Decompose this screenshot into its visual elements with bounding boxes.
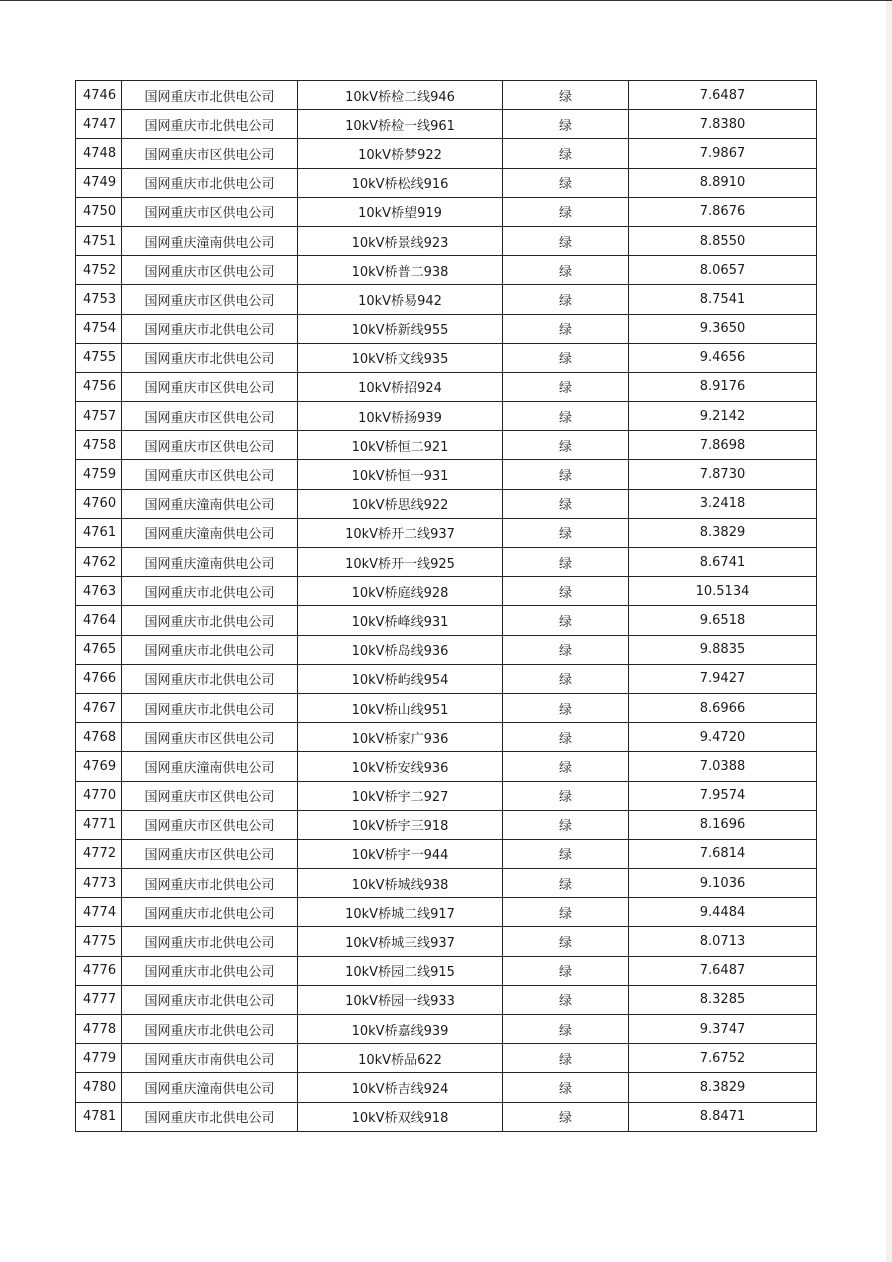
feeder-line-cell: 10kV桥文线935	[298, 343, 503, 372]
row-number-cell: 4749	[76, 168, 122, 197]
row-number-cell: 4773	[76, 869, 122, 898]
row-number-cell: 4774	[76, 898, 122, 927]
row-number-cell: 4763	[76, 577, 122, 606]
feeder-line-cell: 10kV桥景线923	[298, 226, 503, 255]
table-row	[76, 1073, 817, 1102]
company-cell: 国网重庆市北供电公司	[122, 314, 298, 343]
value-cell: 9.1036	[629, 869, 817, 898]
table-row	[76, 839, 817, 868]
row-number-cell: 4781	[76, 1102, 122, 1131]
row-number-cell: 4754	[76, 314, 122, 343]
table-row	[76, 197, 817, 226]
company-cell: 国网重庆市北供电公司	[122, 577, 298, 606]
table-row	[76, 489, 817, 518]
feeder-line-cell: 10kV桥家广936	[298, 723, 503, 752]
value-cell: 8.6741	[629, 548, 817, 577]
company-cell: 国网重庆市北供电公司	[122, 343, 298, 372]
feeder-line-cell: 10kV桥望919	[298, 197, 503, 226]
feeder-line-cell: 10kV桥山线951	[298, 693, 503, 722]
row-number-cell: 4760	[76, 489, 122, 518]
value-cell: 9.4720	[629, 723, 817, 752]
feeder-line-cell: 10kV桥思线922	[298, 489, 503, 518]
row-number-cell: 4768	[76, 723, 122, 752]
value-cell: 7.8698	[629, 431, 817, 460]
company-cell: 国网重庆市北供电公司	[122, 869, 298, 898]
status-cell: 绿	[503, 256, 629, 285]
feeder-line-cell: 10kV桥检一线961	[298, 110, 503, 139]
table-row	[76, 1015, 817, 1044]
row-number-cell: 4780	[76, 1073, 122, 1102]
company-cell: 国网重庆市区供电公司	[122, 402, 298, 431]
status-cell: 绿	[503, 606, 629, 635]
company-cell: 国网重庆市南供电公司	[122, 1044, 298, 1073]
feeder-line-cell: 10kV桥城二线917	[298, 898, 503, 927]
company-cell: 国网重庆市北供电公司	[122, 985, 298, 1014]
table-row	[76, 460, 817, 489]
row-number-cell: 4775	[76, 927, 122, 956]
company-cell: 国网重庆市北供电公司	[122, 635, 298, 664]
status-cell: 绿	[503, 489, 629, 518]
row-number-cell: 4747	[76, 110, 122, 139]
feeder-line-cell: 10kV桥招924	[298, 372, 503, 401]
status-cell: 绿	[503, 635, 629, 664]
feeder-table	[75, 80, 817, 1132]
status-cell: 绿	[503, 343, 629, 372]
feeder-line-cell: 10kV桥吉线924	[298, 1073, 503, 1102]
value-cell: 8.3829	[629, 518, 817, 547]
table-row	[76, 985, 817, 1014]
row-number-cell: 4772	[76, 839, 122, 868]
status-cell: 绿	[503, 285, 629, 314]
value-cell: 7.6752	[629, 1044, 817, 1073]
row-number-cell: 4752	[76, 256, 122, 285]
value-cell: 9.4484	[629, 898, 817, 927]
status-cell: 绿	[503, 1102, 629, 1131]
table-row	[76, 664, 817, 693]
table-row	[76, 139, 817, 168]
status-cell: 绿	[503, 1073, 629, 1102]
table-row	[76, 752, 817, 781]
status-cell: 绿	[503, 664, 629, 693]
feeder-line-cell: 10kV桥梦922	[298, 139, 503, 168]
status-cell: 绿	[503, 460, 629, 489]
company-cell: 国网重庆市区供电公司	[122, 372, 298, 401]
feeder-line-cell: 10kV桥开一线925	[298, 548, 503, 577]
row-number-cell: 4777	[76, 985, 122, 1014]
company-cell: 国网重庆市北供电公司	[122, 927, 298, 956]
status-cell: 绿	[503, 372, 629, 401]
value-cell: 8.1696	[629, 810, 817, 839]
table-row	[76, 256, 817, 285]
feeder-line-cell: 10kV桥开二线937	[298, 518, 503, 547]
value-cell: 7.8676	[629, 197, 817, 226]
company-cell: 国网重庆市北供电公司	[122, 110, 298, 139]
feeder-line-cell: 10kV桥恒二921	[298, 431, 503, 460]
table-row	[76, 226, 817, 255]
value-cell: 10.5134	[629, 577, 817, 606]
table-row	[76, 81, 817, 110]
company-cell: 国网重庆市北供电公司	[122, 606, 298, 635]
table-row	[76, 577, 817, 606]
company-cell: 国网重庆潼南供电公司	[122, 518, 298, 547]
company-cell: 国网重庆潼南供电公司	[122, 1073, 298, 1102]
feeder-line-cell: 10kV桥峰线931	[298, 606, 503, 635]
table-row	[76, 635, 817, 664]
row-number-cell: 4778	[76, 1015, 122, 1044]
status-cell: 绿	[503, 1015, 629, 1044]
feeder-line-cell: 10kV桥园二线915	[298, 956, 503, 985]
value-cell: 8.8471	[629, 1102, 817, 1131]
feeder-line-cell: 10kV桥屿线954	[298, 664, 503, 693]
value-cell: 7.8730	[629, 460, 817, 489]
company-cell: 国网重庆市区供电公司	[122, 139, 298, 168]
status-cell: 绿	[503, 314, 629, 343]
feeder-line-cell: 10kV桥宇一944	[298, 839, 503, 868]
value-cell: 9.3747	[629, 1015, 817, 1044]
status-cell: 绿	[503, 197, 629, 226]
row-number-cell: 4764	[76, 606, 122, 635]
feeder-line-cell: 10kV桥品622	[298, 1044, 503, 1073]
row-number-cell: 4770	[76, 781, 122, 810]
row-number-cell: 4755	[76, 343, 122, 372]
status-cell: 绿	[503, 81, 629, 110]
feeder-line-cell: 10kV桥扬939	[298, 402, 503, 431]
table-row	[76, 956, 817, 985]
status-cell: 绿	[503, 956, 629, 985]
row-number-cell: 4767	[76, 693, 122, 722]
feeder-line-cell: 10kV桥安线936	[298, 752, 503, 781]
status-cell: 绿	[503, 431, 629, 460]
table-row	[76, 343, 817, 372]
value-cell: 8.8910	[629, 168, 817, 197]
company-cell: 国网重庆市区供电公司	[122, 781, 298, 810]
status-cell: 绿	[503, 927, 629, 956]
status-cell: 绿	[503, 168, 629, 197]
page-right-edge	[886, 1, 892, 1262]
row-number-cell: 4771	[76, 810, 122, 839]
table-row	[76, 693, 817, 722]
value-cell: 8.3285	[629, 985, 817, 1014]
row-number-cell: 4753	[76, 285, 122, 314]
feeder-line-cell: 10kV桥岛线936	[298, 635, 503, 664]
value-cell: 8.6966	[629, 693, 817, 722]
status-cell: 绿	[503, 693, 629, 722]
row-number-cell: 4766	[76, 664, 122, 693]
row-number-cell: 4765	[76, 635, 122, 664]
page-top-border	[0, 0, 892, 1]
table-row	[76, 723, 817, 752]
status-cell: 绿	[503, 752, 629, 781]
status-cell: 绿	[503, 577, 629, 606]
table-row	[76, 431, 817, 460]
value-cell: 9.6518	[629, 606, 817, 635]
status-cell: 绿	[503, 226, 629, 255]
row-number-cell: 4746	[76, 81, 122, 110]
status-cell: 绿	[503, 781, 629, 810]
status-cell: 绿	[503, 985, 629, 1014]
feeder-line-cell: 10kV桥园一线933	[298, 985, 503, 1014]
feeder-line-cell: 10kV桥嘉线939	[298, 1015, 503, 1044]
status-cell: 绿	[503, 810, 629, 839]
status-cell: 绿	[503, 548, 629, 577]
status-cell: 绿	[503, 402, 629, 431]
status-cell: 绿	[503, 110, 629, 139]
table-row	[76, 518, 817, 547]
table-body	[76, 81, 817, 1132]
company-cell: 国网重庆市北供电公司	[122, 664, 298, 693]
company-cell: 国网重庆市北供电公司	[122, 1015, 298, 1044]
value-cell: 8.3829	[629, 1073, 817, 1102]
status-cell: 绿	[503, 518, 629, 547]
row-number-cell: 4762	[76, 548, 122, 577]
value-cell: 7.6487	[629, 956, 817, 985]
company-cell: 国网重庆市区供电公司	[122, 431, 298, 460]
feeder-line-cell: 10kV桥庭线928	[298, 577, 503, 606]
table-row	[76, 810, 817, 839]
row-number-cell: 4761	[76, 518, 122, 547]
status-cell: 绿	[503, 839, 629, 868]
table-row	[76, 927, 817, 956]
row-number-cell: 4758	[76, 431, 122, 460]
table-row	[76, 402, 817, 431]
table-row	[76, 168, 817, 197]
feeder-line-cell: 10kV桥易942	[298, 285, 503, 314]
company-cell: 国网重庆潼南供电公司	[122, 752, 298, 781]
company-cell: 国网重庆市区供电公司	[122, 197, 298, 226]
value-cell: 7.6814	[629, 839, 817, 868]
value-cell: 7.8380	[629, 110, 817, 139]
table-row	[76, 110, 817, 139]
row-number-cell: 4759	[76, 460, 122, 489]
status-cell: 绿	[503, 139, 629, 168]
value-cell: 7.6487	[629, 81, 817, 110]
feeder-line-cell: 10kV桥恒一931	[298, 460, 503, 489]
company-cell: 国网重庆市区供电公司	[122, 810, 298, 839]
status-cell: 绿	[503, 898, 629, 927]
table-row	[76, 372, 817, 401]
company-cell: 国网重庆市区供电公司	[122, 723, 298, 752]
company-cell: 国网重庆潼南供电公司	[122, 548, 298, 577]
value-cell: 8.8550	[629, 226, 817, 255]
status-cell: 绿	[503, 869, 629, 898]
value-cell: 7.0388	[629, 752, 817, 781]
feeder-line-cell: 10kV桥双线918	[298, 1102, 503, 1131]
company-cell: 国网重庆市区供电公司	[122, 285, 298, 314]
feeder-line-cell: 10kV桥宇三918	[298, 810, 503, 839]
company-cell: 国网重庆市区供电公司	[122, 839, 298, 868]
value-cell: 7.9867	[629, 139, 817, 168]
table-row	[76, 1044, 817, 1073]
row-number-cell: 4776	[76, 956, 122, 985]
company-cell: 国网重庆市北供电公司	[122, 168, 298, 197]
feeder-line-cell: 10kV桥新线955	[298, 314, 503, 343]
table-row	[76, 1102, 817, 1131]
feeder-line-cell: 10kV桥松线916	[298, 168, 503, 197]
company-cell: 国网重庆市北供电公司	[122, 1102, 298, 1131]
table-row	[76, 606, 817, 635]
row-number-cell: 4750	[76, 197, 122, 226]
row-number-cell: 4779	[76, 1044, 122, 1073]
company-cell: 国网重庆市北供电公司	[122, 81, 298, 110]
feeder-line-cell: 10kV桥城线938	[298, 869, 503, 898]
value-cell: 8.7541	[629, 285, 817, 314]
company-cell: 国网重庆市北供电公司	[122, 898, 298, 927]
row-number-cell: 4756	[76, 372, 122, 401]
status-cell: 绿	[503, 723, 629, 752]
table-row	[76, 548, 817, 577]
feeder-line-cell: 10kV桥普二938	[298, 256, 503, 285]
value-cell: 8.0713	[629, 927, 817, 956]
value-cell: 9.4656	[629, 343, 817, 372]
company-cell: 国网重庆市北供电公司	[122, 693, 298, 722]
table-row	[76, 898, 817, 927]
value-cell: 7.9574	[629, 781, 817, 810]
row-number-cell: 4751	[76, 226, 122, 255]
feeder-line-cell: 10kV桥检二线946	[298, 81, 503, 110]
company-cell: 国网重庆潼南供电公司	[122, 226, 298, 255]
value-cell: 9.8835	[629, 635, 817, 664]
company-cell: 国网重庆市区供电公司	[122, 460, 298, 489]
table-row	[76, 869, 817, 898]
value-cell: 9.3650	[629, 314, 817, 343]
feeder-line-cell: 10kV桥宇二927	[298, 781, 503, 810]
company-cell: 国网重庆市区供电公司	[122, 256, 298, 285]
row-number-cell: 4748	[76, 139, 122, 168]
table-row	[76, 314, 817, 343]
value-cell: 7.9427	[629, 664, 817, 693]
value-cell: 3.2418	[629, 489, 817, 518]
company-cell: 国网重庆市北供电公司	[122, 956, 298, 985]
status-cell: 绿	[503, 1044, 629, 1073]
value-cell: 8.9176	[629, 372, 817, 401]
row-number-cell: 4757	[76, 402, 122, 431]
table-row	[76, 285, 817, 314]
value-cell: 8.0657	[629, 256, 817, 285]
table-row	[76, 781, 817, 810]
feeder-line-cell: 10kV桥城三线937	[298, 927, 503, 956]
row-number-cell: 4769	[76, 752, 122, 781]
value-cell: 9.2142	[629, 402, 817, 431]
company-cell: 国网重庆潼南供电公司	[122, 489, 298, 518]
